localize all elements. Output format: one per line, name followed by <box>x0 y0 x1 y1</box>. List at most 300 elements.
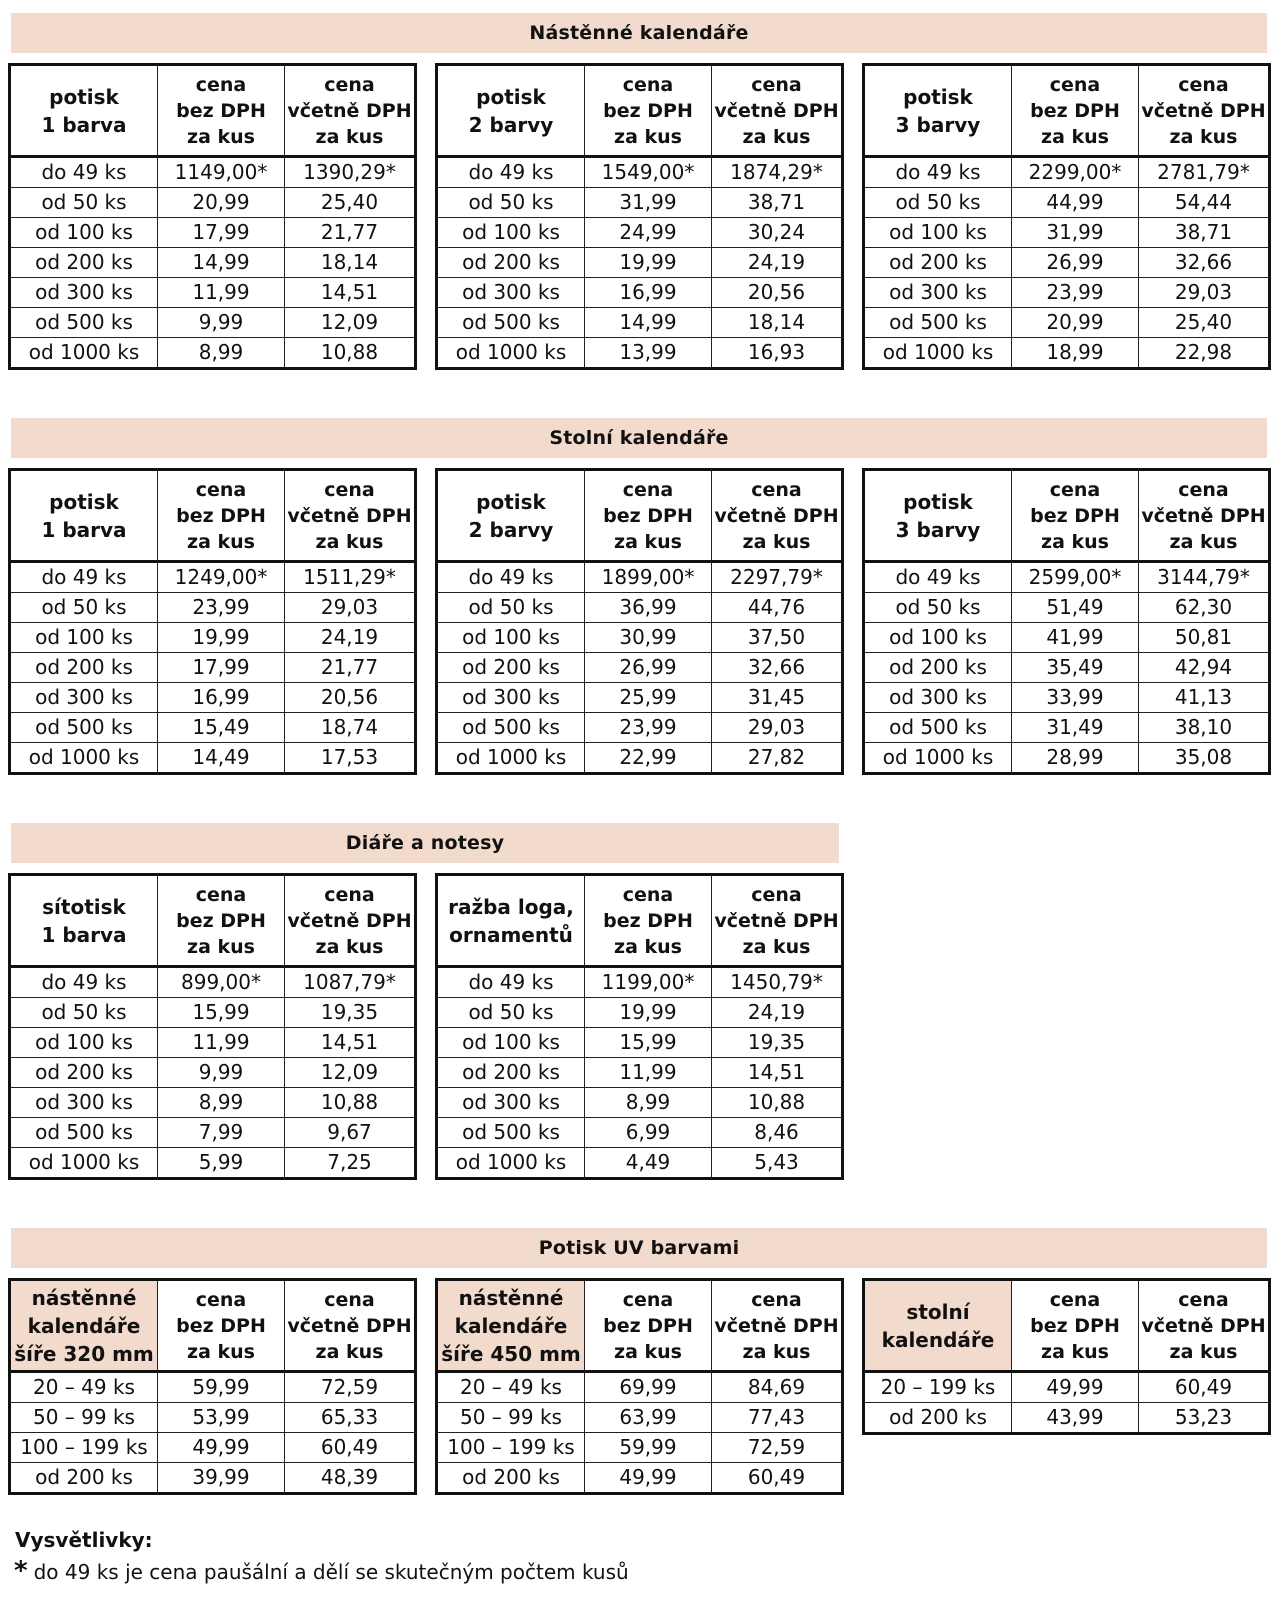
header-price-excl-vat-line: za kus <box>614 125 682 148</box>
cell-price-incl-vat: 10,88 <box>285 338 416 369</box>
table-row <box>864 623 1270 653</box>
cell-quantity: od 300 ks <box>10 1088 158 1118</box>
header-price-excl-vat-line: za kus <box>187 1340 255 1363</box>
cell-quantity: do 49 ks <box>437 157 585 188</box>
table-header-row <box>10 875 416 967</box>
cell-price-incl-vat: 18,74 <box>285 713 416 743</box>
header-print-type-line: potisk <box>476 489 546 514</box>
header-price-incl-vat <box>285 1280 416 1372</box>
table-row <box>437 248 843 278</box>
header-price-excl-vat-line: za kus <box>614 1340 682 1363</box>
table-row <box>10 1148 416 1179</box>
cell-price-incl-vat: 60,49 <box>1139 1372 1270 1403</box>
table-header-row <box>437 65 843 157</box>
cell-price-excl-vat: 51,49 <box>1012 593 1139 623</box>
table-row <box>864 1403 1270 1434</box>
cell-price-incl-vat: 54,44 <box>1139 188 1270 218</box>
header-print-type-line: 3 barvy <box>895 112 981 137</box>
table-row <box>10 1088 416 1118</box>
cell-quantity: od 50 ks <box>437 998 585 1028</box>
table-row <box>10 1463 416 1494</box>
header-print-type-line: kalendáře <box>27 1313 141 1338</box>
cell-price-incl-vat: 62,30 <box>1139 593 1270 623</box>
header-price-excl-vat-line: bez DPH <box>603 909 693 932</box>
cell-price-incl-vat: 9,67 <box>285 1118 416 1148</box>
section-title-wall-calendars: Nástěnné kalendáře <box>11 13 1267 53</box>
cell-price-incl-vat: 1450,79* <box>712 967 843 998</box>
price-table-wall-3-colors <box>862 63 1271 370</box>
table-row <box>864 1372 1270 1403</box>
cell-quantity: 100 – 199 ks <box>10 1433 158 1463</box>
table-row <box>10 157 416 188</box>
price-table-diaries-screenprint <box>8 873 417 1180</box>
cell-price-incl-vat: 21,77 <box>285 218 416 248</box>
cell-quantity: od 100 ks <box>10 218 158 248</box>
cell-quantity: od 1000 ks <box>10 338 158 369</box>
header-price-incl-vat-line: za kus <box>742 530 811 553</box>
cell-quantity: do 49 ks <box>864 157 1012 188</box>
cell-price-incl-vat: 44,76 <box>712 593 843 623</box>
cell-quantity: 50 – 99 ks <box>10 1403 158 1433</box>
cell-price-incl-vat: 60,49 <box>285 1433 416 1463</box>
header-price-excl-vat <box>158 1280 285 1372</box>
cell-price-incl-vat: 2297,79* <box>712 562 843 593</box>
header-price-excl-vat-line: za kus <box>1041 1340 1109 1363</box>
cell-price-incl-vat: 84,69 <box>712 1372 843 1403</box>
cell-price-incl-vat: 50,81 <box>1139 623 1270 653</box>
cell-price-excl-vat: 33,99 <box>1012 683 1139 713</box>
cell-price-excl-vat: 28,99 <box>1012 743 1139 774</box>
cell-quantity: od 1000 ks <box>864 338 1012 369</box>
cell-price-excl-vat: 5,99 <box>158 1148 285 1179</box>
header-print-type <box>437 65 585 157</box>
table-row <box>864 278 1270 308</box>
cell-quantity: od 500 ks <box>437 713 585 743</box>
header-price-excl-vat-line: bez DPH <box>603 504 693 527</box>
cell-price-incl-vat: 35,08 <box>1139 743 1270 774</box>
cell-quantity: od 300 ks <box>437 683 585 713</box>
header-price-incl-vat <box>712 470 843 562</box>
table-row <box>10 338 416 369</box>
header-print-type-line: ražba loga, <box>448 894 574 919</box>
cell-price-excl-vat: 59,99 <box>585 1433 712 1463</box>
cell-quantity: od 300 ks <box>864 278 1012 308</box>
table-row <box>437 623 843 653</box>
cell-price-incl-vat: 19,35 <box>712 1028 843 1058</box>
table-row <box>437 562 843 593</box>
table-row <box>864 653 1270 683</box>
price-table-uv-desk <box>862 1278 1271 1435</box>
cell-quantity: od 500 ks <box>10 713 158 743</box>
cell-quantity: 20 – 49 ks <box>10 1372 158 1403</box>
header-price-incl-vat-line: včetně DPH <box>287 909 412 932</box>
header-print-type <box>10 875 158 967</box>
header-price-incl-vat <box>712 65 843 157</box>
cell-quantity: od 100 ks <box>864 218 1012 248</box>
cell-price-excl-vat: 19,99 <box>585 998 712 1028</box>
header-price-excl-vat-line: bez DPH <box>176 1314 266 1337</box>
cell-quantity: 50 – 99 ks <box>437 1403 585 1433</box>
cell-quantity: od 50 ks <box>864 188 1012 218</box>
cell-price-excl-vat: 11,99 <box>585 1058 712 1088</box>
cell-price-incl-vat: 32,66 <box>1139 248 1270 278</box>
table-row <box>437 1088 843 1118</box>
table-header-row <box>864 65 1270 157</box>
cell-quantity: do 49 ks <box>10 157 158 188</box>
header-print-type-line: 2 barvy <box>468 517 554 542</box>
cell-quantity: od 200 ks <box>437 1463 585 1494</box>
cell-price-excl-vat: 14,99 <box>158 248 285 278</box>
header-price-incl-vat-line: cena <box>324 478 375 501</box>
section-title-uv-print: Potisk UV barvami <box>11 1228 1267 1268</box>
cell-price-excl-vat: 15,49 <box>158 713 285 743</box>
table-row <box>10 593 416 623</box>
table-row <box>864 157 1270 188</box>
header-price-incl-vat-line: cena <box>324 73 375 96</box>
cell-price-incl-vat: 77,43 <box>712 1403 843 1433</box>
table-row <box>10 1433 416 1463</box>
cell-price-excl-vat: 15,99 <box>158 998 285 1028</box>
table-row <box>10 713 416 743</box>
cell-quantity: od 500 ks <box>864 308 1012 338</box>
cell-quantity: od 50 ks <box>10 188 158 218</box>
header-price-excl-vat-line: cena <box>622 883 674 906</box>
header-price-excl-vat-line: za kus <box>187 935 255 958</box>
header-print-type <box>864 65 1012 157</box>
cell-price-incl-vat: 14,51 <box>285 1028 416 1058</box>
cell-price-incl-vat: 12,09 <box>285 1058 416 1088</box>
header-price-incl-vat <box>1139 1280 1270 1372</box>
cell-quantity: od 100 ks <box>10 1028 158 1058</box>
header-price-excl-vat-line: cena <box>195 883 247 906</box>
cell-price-excl-vat: 16,99 <box>158 683 285 713</box>
cell-quantity: do 49 ks <box>864 562 1012 593</box>
table-row <box>437 218 843 248</box>
cell-quantity: od 500 ks <box>437 1118 585 1148</box>
cell-price-incl-vat: 41,13 <box>1139 683 1270 713</box>
table-row <box>864 218 1270 248</box>
table-row <box>437 1028 843 1058</box>
cell-price-incl-vat: 22,98 <box>1139 338 1270 369</box>
header-price-incl-vat-line: cena <box>1178 73 1229 96</box>
cell-price-incl-vat: 24,19 <box>712 998 843 1028</box>
table-row <box>10 278 416 308</box>
table-row <box>437 338 843 369</box>
cell-price-excl-vat: 1199,00* <box>585 967 712 998</box>
cell-price-excl-vat: 8,99 <box>158 338 285 369</box>
cell-price-excl-vat: 1149,00* <box>158 157 285 188</box>
header-price-incl-vat <box>1139 65 1270 157</box>
price-table-uv-wall-320 <box>8 1278 417 1495</box>
header-price-incl-vat-line: cena <box>751 478 802 501</box>
price-table-desk-2-colors <box>435 468 844 775</box>
header-price-excl-vat <box>1012 470 1139 562</box>
cell-price-excl-vat: 26,99 <box>1012 248 1139 278</box>
header-price-incl-vat-line: včetně DPH <box>714 99 839 122</box>
cell-price-incl-vat: 27,82 <box>712 743 843 774</box>
table-row <box>10 653 416 683</box>
cell-price-excl-vat: 8,99 <box>585 1088 712 1118</box>
cell-price-excl-vat: 23,99 <box>158 593 285 623</box>
cell-price-excl-vat: 31,49 <box>1012 713 1139 743</box>
cell-price-incl-vat: 29,03 <box>1139 278 1270 308</box>
cell-price-incl-vat: 30,24 <box>712 218 843 248</box>
header-price-excl-vat-line: cena <box>195 478 247 501</box>
cell-price-incl-vat: 14,51 <box>712 1058 843 1088</box>
table-row <box>437 743 843 774</box>
table-row <box>864 188 1270 218</box>
cell-price-excl-vat: 17,99 <box>158 653 285 683</box>
header-price-incl-vat-line: za kus <box>315 125 384 148</box>
cell-price-incl-vat: 7,25 <box>285 1148 416 1179</box>
header-price-excl-vat-line: cena <box>622 73 674 96</box>
cell-price-excl-vat: 19,99 <box>158 623 285 653</box>
table-row <box>437 157 843 188</box>
table-row <box>437 1118 843 1148</box>
table-header-row <box>437 470 843 562</box>
header-price-incl-vat-line: cena <box>1178 478 1229 501</box>
cell-price-excl-vat: 25,99 <box>585 683 712 713</box>
price-table-diaries-embossing <box>435 873 844 1180</box>
header-print-type <box>864 1280 1012 1372</box>
cell-quantity: do 49 ks <box>437 967 585 998</box>
header-print-type <box>437 470 585 562</box>
cell-quantity: od 100 ks <box>437 623 585 653</box>
table-row <box>437 1403 843 1433</box>
cell-price-incl-vat: 1390,29* <box>285 157 416 188</box>
table-header-row <box>10 470 416 562</box>
cell-quantity: 20 – 199 ks <box>864 1372 1012 1403</box>
header-price-excl-vat-line: bez DPH <box>1030 99 1120 122</box>
cell-price-excl-vat: 4,49 <box>585 1148 712 1179</box>
header-price-excl-vat-line: cena <box>622 1288 674 1311</box>
table-row <box>10 743 416 774</box>
header-price-incl-vat-line: cena <box>751 1288 802 1311</box>
table-row <box>10 218 416 248</box>
header-print-type <box>437 875 585 967</box>
cell-quantity: od 50 ks <box>437 188 585 218</box>
cell-price-incl-vat: 21,77 <box>285 653 416 683</box>
header-price-incl-vat <box>285 470 416 562</box>
header-print-type-line: stolní <box>906 1299 970 1324</box>
table-header-row <box>437 875 843 967</box>
cell-quantity: od 500 ks <box>437 308 585 338</box>
cell-price-excl-vat: 49,99 <box>585 1463 712 1494</box>
table-row <box>437 1433 843 1463</box>
header-print-type <box>437 1280 585 1372</box>
cell-price-excl-vat: 24,99 <box>585 218 712 248</box>
header-print-type-line: 2 barvy <box>468 112 554 137</box>
header-print-type-line: nástěnné <box>31 1285 137 1310</box>
header-print-type-line: šíře 450 mm <box>441 1341 581 1366</box>
cell-price-incl-vat: 25,40 <box>1139 308 1270 338</box>
price-table-uv-wall-450 <box>435 1278 844 1495</box>
header-price-incl-vat-line: cena <box>324 1288 375 1311</box>
cell-price-excl-vat: 1249,00* <box>158 562 285 593</box>
header-print-type-line: 1 barva <box>41 517 127 542</box>
cell-price-incl-vat: 19,35 <box>285 998 416 1028</box>
cell-price-incl-vat: 60,49 <box>712 1463 843 1494</box>
header-price-excl-vat-line: cena <box>1049 1288 1101 1311</box>
table-row <box>10 998 416 1028</box>
cell-price-incl-vat: 72,59 <box>285 1372 416 1403</box>
cell-quantity: od 50 ks <box>10 998 158 1028</box>
header-price-excl-vat-line: za kus <box>614 935 682 958</box>
header-print-type-line: ornamentů <box>449 922 573 947</box>
header-price-incl-vat-line: cena <box>751 883 802 906</box>
table-row <box>437 1372 843 1403</box>
cell-price-excl-vat: 39,99 <box>158 1463 285 1494</box>
cell-price-incl-vat: 17,53 <box>285 743 416 774</box>
table-row <box>437 188 843 218</box>
cell-price-incl-vat: 48,39 <box>285 1463 416 1494</box>
cell-price-incl-vat: 31,45 <box>712 683 843 713</box>
table-row <box>437 1058 843 1088</box>
table-row <box>10 1058 416 1088</box>
cell-price-incl-vat: 18,14 <box>712 308 843 338</box>
cell-price-excl-vat: 19,99 <box>585 248 712 278</box>
cell-quantity: od 200 ks <box>10 248 158 278</box>
table-row <box>10 1118 416 1148</box>
header-print-type-line: potisk <box>903 84 973 109</box>
cell-price-incl-vat: 29,03 <box>285 593 416 623</box>
header-price-incl-vat-line: za kus <box>315 1340 384 1363</box>
table-row <box>437 278 843 308</box>
table-row <box>437 683 843 713</box>
cell-price-excl-vat: 7,99 <box>158 1118 285 1148</box>
cell-price-incl-vat: 72,59 <box>712 1433 843 1463</box>
cell-price-excl-vat: 31,99 <box>585 188 712 218</box>
header-price-excl-vat-line: bez DPH <box>1030 1314 1120 1337</box>
cell-price-excl-vat: 18,99 <box>1012 338 1139 369</box>
header-price-incl-vat-line: za kus <box>315 530 384 553</box>
header-price-excl-vat-line: za kus <box>1041 530 1109 553</box>
cell-price-incl-vat: 42,94 <box>1139 653 1270 683</box>
cell-quantity: od 300 ks <box>437 278 585 308</box>
header-price-incl-vat-line: za kus <box>742 125 811 148</box>
header-price-incl-vat-line: včetně DPH <box>1141 1314 1266 1337</box>
header-print-type-line: potisk <box>903 489 973 514</box>
cell-quantity: od 300 ks <box>10 683 158 713</box>
cell-price-incl-vat: 3144,79* <box>1139 562 1270 593</box>
cell-price-incl-vat: 29,03 <box>712 713 843 743</box>
header-price-excl-vat-line: cena <box>195 1288 247 1311</box>
cell-quantity: od 50 ks <box>437 593 585 623</box>
cell-quantity: do 49 ks <box>10 967 158 998</box>
cell-price-incl-vat: 65,33 <box>285 1403 416 1433</box>
cell-quantity: od 1000 ks <box>10 1148 158 1179</box>
table-row <box>10 248 416 278</box>
cell-quantity: od 200 ks <box>10 1058 158 1088</box>
price-table-wall-1-color <box>8 63 417 370</box>
cell-price-excl-vat: 49,99 <box>158 1433 285 1463</box>
cell-price-excl-vat: 44,99 <box>1012 188 1139 218</box>
price-table-wall-2-colors <box>435 63 844 370</box>
header-print-type-line: 1 barva <box>41 112 127 137</box>
header-price-incl-vat-line: za kus <box>1169 1340 1238 1363</box>
header-price-incl-vat <box>712 875 843 967</box>
table-header-row <box>10 1280 416 1372</box>
header-print-type-line: kalendáře <box>454 1313 568 1338</box>
header-price-incl-vat-line: včetně DPH <box>714 1314 839 1337</box>
cell-price-excl-vat: 23,99 <box>585 713 712 743</box>
cell-quantity: od 200 ks <box>437 653 585 683</box>
header-price-incl-vat <box>1139 470 1270 562</box>
header-price-incl-vat-line: včetně DPH <box>1141 504 1266 527</box>
cell-price-excl-vat: 69,99 <box>585 1372 712 1403</box>
cell-quantity: od 200 ks <box>10 653 158 683</box>
header-print-type-line: potisk <box>49 489 119 514</box>
table-header-row <box>864 1280 1270 1372</box>
cell-price-incl-vat: 38,71 <box>712 188 843 218</box>
cell-quantity: od 100 ks <box>864 623 1012 653</box>
table-row <box>864 308 1270 338</box>
header-price-incl-vat <box>712 1280 843 1372</box>
cell-price-excl-vat: 13,99 <box>585 338 712 369</box>
cell-price-incl-vat: 20,56 <box>285 683 416 713</box>
cell-price-excl-vat: 26,99 <box>585 653 712 683</box>
cell-quantity: od 200 ks <box>437 248 585 278</box>
table-row <box>10 562 416 593</box>
table-row <box>10 1028 416 1058</box>
header-print-type <box>10 1280 158 1372</box>
cell-price-incl-vat: 38,71 <box>1139 218 1270 248</box>
header-print-type-line: potisk <box>476 84 546 109</box>
cell-quantity: do 49 ks <box>437 562 585 593</box>
cell-price-excl-vat: 20,99 <box>1012 308 1139 338</box>
header-price-incl-vat-line: včetně DPH <box>714 504 839 527</box>
header-print-type <box>10 65 158 157</box>
cell-quantity: od 50 ks <box>864 593 1012 623</box>
table-row <box>437 713 843 743</box>
cell-quantity: od 1000 ks <box>10 743 158 774</box>
cell-quantity: od 100 ks <box>437 1028 585 1058</box>
cell-price-excl-vat: 899,00* <box>158 967 285 998</box>
cell-price-excl-vat: 35,49 <box>1012 653 1139 683</box>
cell-price-excl-vat: 11,99 <box>158 278 285 308</box>
cell-price-excl-vat: 22,99 <box>585 743 712 774</box>
header-price-excl-vat <box>585 65 712 157</box>
cell-price-incl-vat: 10,88 <box>712 1088 843 1118</box>
cell-quantity: od 200 ks <box>864 1403 1012 1434</box>
table-row <box>437 967 843 998</box>
header-price-incl-vat-line: včetně DPH <box>287 504 412 527</box>
cell-quantity: od 300 ks <box>10 278 158 308</box>
header-price-excl-vat <box>158 65 285 157</box>
cell-quantity: od 500 ks <box>10 308 158 338</box>
table-header-row <box>864 470 1270 562</box>
header-price-excl-vat <box>1012 1280 1139 1372</box>
legend-note <box>14 1556 629 1586</box>
cell-price-excl-vat: 53,99 <box>158 1403 285 1433</box>
cell-price-excl-vat: 11,99 <box>158 1028 285 1058</box>
cell-price-incl-vat: 1874,29* <box>712 157 843 188</box>
header-print-type-line: sítotisk <box>42 894 126 919</box>
cell-quantity: od 1000 ks <box>864 743 1012 774</box>
header-price-incl-vat-line: za kus <box>1169 125 1238 148</box>
header-print-type-line: nástěnné <box>458 1285 564 1310</box>
header-print-type-line: potisk <box>49 84 119 109</box>
cell-price-excl-vat: 36,99 <box>585 593 712 623</box>
cell-quantity: do 49 ks <box>10 562 158 593</box>
section-title-diaries: Diáře a notesy <box>11 823 839 863</box>
cell-quantity: od 1000 ks <box>437 1148 585 1179</box>
header-price-incl-vat-line: cena <box>751 73 802 96</box>
cell-price-incl-vat: 24,19 <box>285 623 416 653</box>
header-price-excl-vat-line: za kus <box>187 125 255 148</box>
price-table-desk-1-color <box>8 468 417 775</box>
cell-price-incl-vat: 37,50 <box>712 623 843 653</box>
